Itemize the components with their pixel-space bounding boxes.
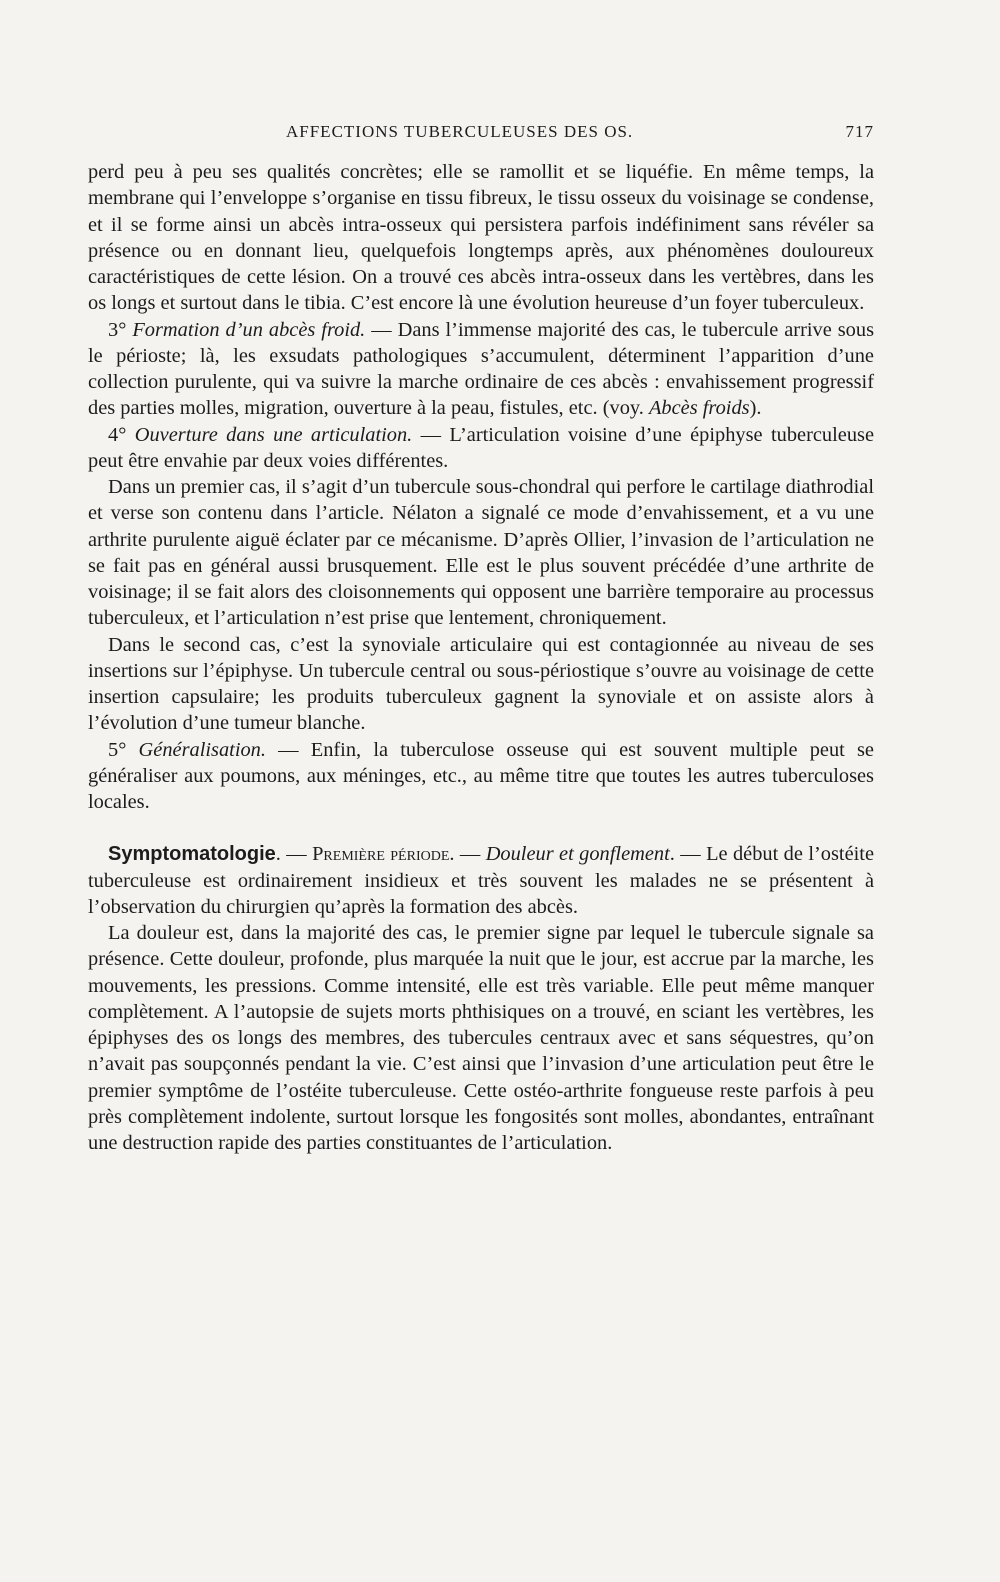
paragraph-premier-cas: Dans un premier cas, il s’agit d’un tubercule sous-chondral qui perfore le cartilage diathrodial et verse son contenu dans l’article. Nélaton a signalé ce mode d’envahissement, et a vu une arthrite purulente aiguë éclater par ce mécanisme. D’après Ollier, l’invasion de l’articulation ne se fait pas en général aussi brusquement. Elle est le plus souvent précédée d’une arthrite de voisinage; il se fait alors des cloisonnements qui opposent une barrière temporaire au processus tuberculeux, et l’articulation n’est prise que lentement, chroniquement. — [88, 476, 874, 630]
paragraph-symptomatologie — [88, 841, 874, 920]
paragraph-second-cas: Dans le second cas, c’est la synoviale articulaire qui est contagionnée au niveau de ses insertions sur l’épiphyse. Un tubercule central ou sous-périostique s’ouvre au voisinage de cette insertion capsulaire; les produits tuberculeux gagnent la synoviale et on assiste alors à l’évolution d’une tumeur blanche. — [88, 633, 874, 735]
section-heading: Formation d’un abcès froid. — [132, 318, 366, 341]
body-text — [88, 159, 874, 1156]
paragraph-generalisation — [88, 737, 874, 816]
section-number: 4° — [108, 423, 127, 446]
section-heading: Généralisation. — [138, 738, 266, 761]
paragraph-text: . — Le début de l’ostéite tuberculeuse est ordinairement insidieux et très souvent les malades ne se présentent à l’observation du chirurgien qu’après la formation des abcès. — [88, 843, 875, 918]
dash: . — — [449, 843, 486, 866]
page-number: 717 — [845, 122, 874, 141]
paragraph-text: — L’articulation voisine d’une épiphyse tuberculeuse peut être envahie par deux voies différentes. — [88, 423, 875, 472]
section-heading: Ouverture dans une articulation. — [134, 423, 413, 446]
subsection-heading: Douleur et gonflement — [485, 843, 670, 866]
paragraph-text: — Dans l’immense majorité des cas, le tubercule arrive sous le périoste; là, les exsudats pathologiques s’accumulent, déterminent l’apparition d’une collection purulente, qui va suivre la marche ordinaire de ces abcès : envahissement progressif des parties molles, migration, ouverture à la peau, fistules, etc. (voy. — [88, 318, 875, 420]
paragraph-abces-froid — [88, 317, 874, 422]
paragraph-articulation — [88, 422, 874, 475]
paragraph-abces-intra-osseux: perd peu à peu ses qualités concrètes; elle se ramollit et se liquéfie. En même temps, la membrane qui l’enveloppe s’organise en tissu fibreux, le tissu osseux du voisinage se condense, et il se forme ainsi un abcès intra-osseux qui persistera parfois indéfiniment sans révéler sa présence ou en donnant lieu, quelquefois longtemps après, aux phénomènes douloureux caractéristiques de cette lésion. On a trouvé ces abcès intra-osseux dans les vertèbres, dans les os longs et surtout dans le tibia. C’est encore là une évolution heureuse d’un foyer tuberculeux. — [88, 161, 874, 315]
dash: . — — [275, 843, 313, 866]
section-number: 5° — [108, 738, 127, 761]
cross-reference: Abcès froids — [648, 397, 750, 420]
paragraph-douleur: La douleur est, dans la majorité des cas, le premier signe par lequel le tubercule signale sa présence. Cette douleur, profonde, plus marquée la nuit que le jour, est accrue par la marche, les mouvements, les pressions. Comme intensité, elle est très variable. Elle peut même manquer complètement. A l’autopsie de sujets morts phthisiques on a trouvé, en sciant les vertèbres, les épiphyses des os longs des membres, des tubercules centraux avec et sans séquestres, qu’on n’avait pas soupçonnés pendant la vie. C’est ainsi que l’invasion d’une articulation peut être le premier symptôme de l’ostéite tuberculeuse. Cette ostéo-arthrite fongueuse reste parfois à peu près complètement indolente, surtout lorsque les fongosités sont molles, abondantes, entraînant une destruction rapide des parties constituantes de l’articulation. — [88, 922, 874, 1154]
paragraph-end: ). — [749, 397, 762, 420]
running-title: AFFECTIONS TUBERCULEUSES DES OS. — [286, 122, 634, 141]
paragraph-text: — Enfin, la tuberculose osseuse qui est souvent multiple peut se généraliser aux poumons, aux méninges, etc., au même titre que toutes les autres tuberculoses locales. — [88, 738, 874, 813]
period-heading: Première période — [312, 843, 450, 866]
chapter-heading: Symptomatologie — [108, 843, 276, 866]
section-number: 3° — [108, 318, 127, 341]
